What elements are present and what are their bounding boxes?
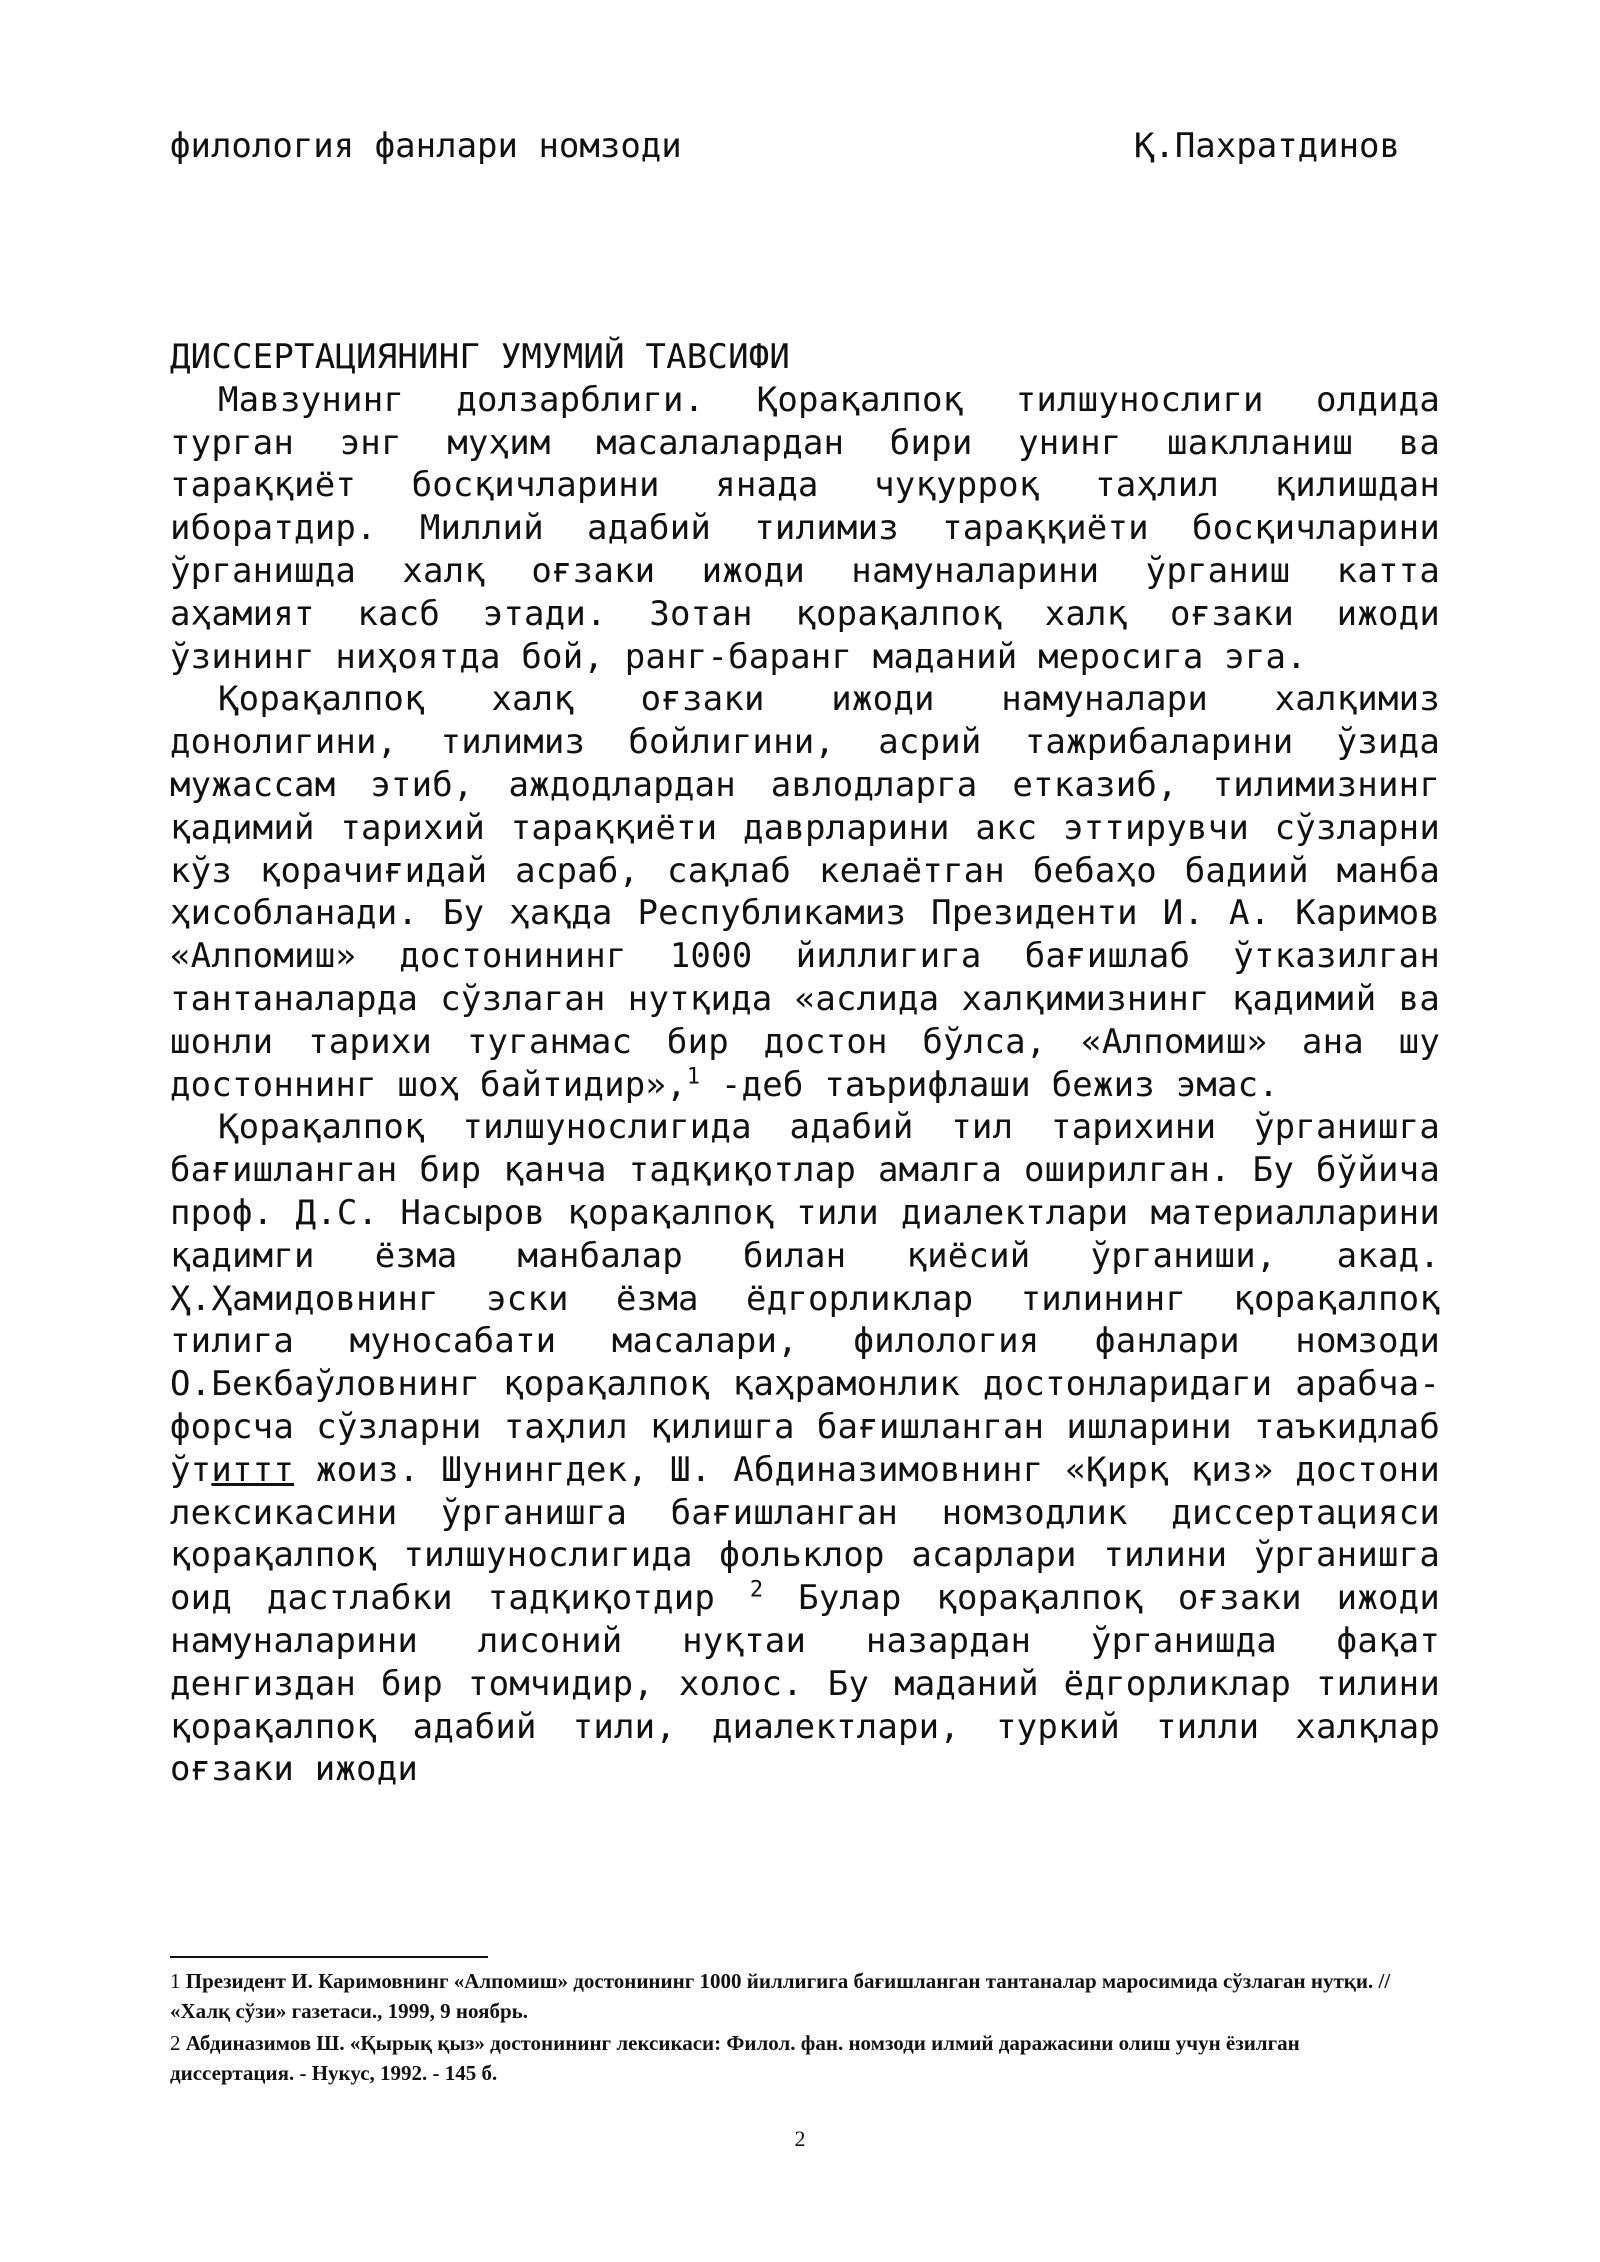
paragraph-relevance	[170, 379, 1440, 679]
paragraph-folklore-text-b: -деб таърифлаши бежиз эмас.	[700, 1064, 1279, 1105]
paragraph-folklore-text-a: Қорақалпоқ халқ оғзаки ижоди намуналари халқимиз донолигини, тилимиз бойлигини, асрий тажрибаларини ўзида мужассам этиб, аждодлардан авлодларга етказиб, тилимизнинг қадимий тарихий тараққиёти даврларини акс эттирувчи сўзларни кўз қорачиғидай асраб, сақлаб келаётган бебаҳо бадиий манба ҳисобланади. Бу ҳақда Республикамиз Президенти И. А. Каримов «Алпомиш» достонининг 1000 йиллигига бағишлаб ўтказилган тантаналарда сўзлаган нутқида «аслида халқимизнинг қадимий ва шонли тарихи туганмас бир достон бўлса, «Алпомиш» ана шу достоннинг шоҳ байтидир»,	[170, 679, 1440, 1105]
page-number: 2	[794, 2126, 806, 2151]
paragraph-research-text-b: жоиз. Шунингдек, Ш. Абдиназимовнинг «Қирқ қиз» достони лексикасини ўрганишга бағишланган номзодлик диссертацияси қорақалпоқ тилшунослигида фольклор асарлари тилини ўрганишга оид дастлабки тадқиқотдир	[170, 1449, 1440, 1619]
footnote-ref-2[interactable]: 2	[749, 1577, 764, 1603]
footnote-1-text: Президент И. Каримовнинг «Алпомиш» достонининг 1000 йиллигига бағишланган тантаналар маросимида сўзлаган нутқи. // «Халқ сўзи» газетаси., 1999, 9 ноябрь.	[170, 1969, 1391, 2023]
main-text	[170, 336, 1440, 1791]
footnote-ref-1[interactable]: 1	[686, 1064, 701, 1090]
footnote-1	[170, 1966, 1420, 2026]
paragraph-research-text-c: Булар қорақалпоқ оғзаки ижоди намуналарини лисоний нуқтаи назардан ўрганишда фақат денгиздан бир томчидир, холос. Бу маданий ёдгорликлар тилини қорақалпоқ адабий тили, диалектлари, туркий тилли халқлар оғзаки ижоди	[170, 1578, 1441, 1790]
paragraph-research	[170, 1106, 1440, 1791]
underlined-word: иттт	[211, 1449, 295, 1490]
header-degree: филология фанлари номзоди	[170, 126, 682, 166]
paragraph-folklore	[170, 678, 1440, 1106]
paragraph-relevance-text: Мавзунинг долзарблиги. Қорақалпоқ тилшунослиги олдида турган энг муҳим масалалардан бири унинг шаклланиш ва тараққиёт босқичларини янада чуқурроқ таҳлил қилишдан иборатдир. Миллий адабий тилимиз тараққиёти босқичларини ўрганишда халқ оғзаки ижоди намуналарини ўрганиш катта аҳамият касб этади. Зотан қорақалпоқ халқ оғзаки ижоди ўзининг ниҳоятда бой, ранг-баранг маданий меросига эга.	[170, 379, 1440, 677]
footnote-separator	[170, 1956, 488, 1958]
paragraph-research-text-a: Қорақалпоқ тилшунослигида адабий тил тарихини ўрганишга бағишланган бир қанча тадқиқотлар амалга оширилган. Бу бўйича проф. Д.С. Насыров қорақалпоқ тили диалектлари материалларини қадимги ёзма манбалар билан қиёсий ўрганиши, акад. Ҳ.Ҳамидовнинг эски ёзма ёдгорликлар тилининг қорақалпоқ тилига муносабати масалари, филология фанлари номзоди О.Бекбаўловнинг қорақалпоқ қаҳрамонлик достонларидаги арабча-форсча сўзларни таҳлил қилишга бағишланган ишларини таъкидлаб ўт	[170, 1107, 1440, 1490]
footnote-1-number: 1	[170, 1969, 181, 1993]
section-title: ДИССЕРТАЦИЯНИНГ УМУМИЙ ТАВСИФИ	[170, 337, 791, 377]
footnote-2	[170, 2028, 1420, 2088]
header-author: Қ.Пахратдинов	[1133, 126, 1400, 166]
footnote-2-text: Абдиназимов Ш. «Қырық қыз» достонининг лексикаси: Филол. фан. номзоди илмий даражасини олиш учун ёзилган диссертация. - Нукус, 1992. - 145 б.	[170, 2031, 1300, 2085]
page-header	[170, 122, 1400, 172]
footnote-2-number: 2	[170, 2031, 181, 2055]
footnotes	[170, 1966, 1420, 2090]
